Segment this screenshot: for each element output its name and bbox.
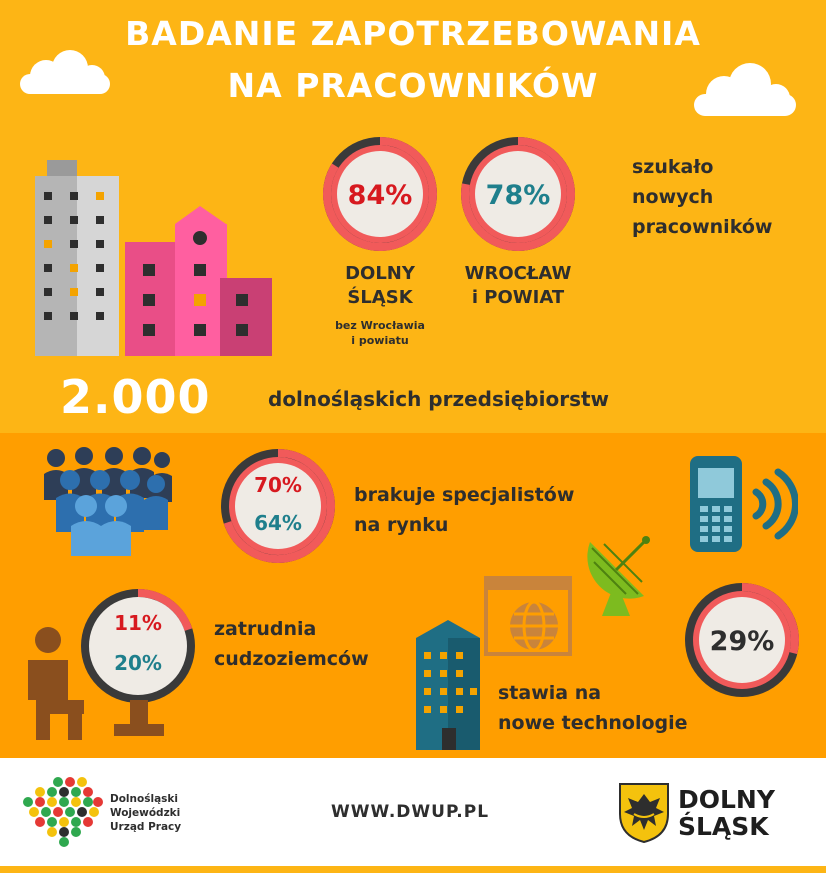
value-specialists-b: 64% bbox=[254, 511, 302, 535]
org-name-line3: Urząd Pracy bbox=[110, 821, 182, 833]
page-title-line1: BADANIE ZAPOTRZEBOWANIA bbox=[125, 14, 701, 53]
specialists-caption-line2: na rynku bbox=[354, 514, 449, 536]
technology-caption-line2: nowe technologie bbox=[498, 712, 688, 734]
seek-caption-line2: nowych bbox=[632, 186, 714, 208]
label-wroclaw-line2: i POWIAT bbox=[471, 287, 565, 308]
value-specialists-a: 70% bbox=[254, 473, 302, 497]
coat-of-arms-icon bbox=[618, 782, 670, 844]
value-wroclaw: 78% bbox=[485, 180, 551, 211]
seek-caption-line1: szukało bbox=[632, 156, 714, 178]
page-title-line2: NA PRACOWNIKÓW bbox=[227, 66, 599, 105]
companies-count: 2.000 bbox=[60, 370, 211, 424]
label-dolny-line2: ŚLĄSK bbox=[347, 287, 413, 308]
org-name-line1: Dolnośląski bbox=[110, 793, 178, 805]
label-dolny-line1: DOLNY bbox=[345, 263, 415, 284]
web-browser-icon bbox=[484, 576, 572, 656]
seek-caption-line3: pracowników bbox=[632, 216, 773, 238]
label-dolny-sub1: bez Wrocławia bbox=[335, 319, 425, 332]
ring-specialists bbox=[216, 444, 340, 568]
buildings-illustration bbox=[30, 160, 275, 360]
value-dolny-slask: 84% bbox=[347, 180, 413, 211]
office-building-icon bbox=[412, 618, 484, 752]
mobile-phone-icon bbox=[686, 452, 798, 556]
technology-caption-line1: stawia na bbox=[498, 682, 602, 704]
foreigners-caption-line1: zatrudnia bbox=[214, 618, 317, 640]
ring-wroclaw bbox=[456, 132, 580, 256]
region-name-line1: DOLNY bbox=[678, 785, 775, 814]
value-foreigners-b: 20% bbox=[114, 651, 162, 675]
ring-dolny-slask bbox=[318, 132, 442, 256]
org-name-line2: Wojewódzki bbox=[110, 807, 181, 819]
foreigners-caption-line2: cudzoziemców bbox=[214, 648, 369, 670]
label-dolny-sub2: i powiatu bbox=[351, 334, 409, 347]
label-wroclaw-line1: WROCŁAW bbox=[464, 263, 572, 284]
companies-label: dolnośląskich przedsiębiorstw bbox=[268, 387, 610, 411]
ring-technology bbox=[680, 578, 804, 702]
people-group-icon bbox=[44, 446, 174, 564]
value-technology: 29% bbox=[709, 626, 775, 657]
footer-bottom-line bbox=[0, 866, 826, 873]
monitor-stand-icon bbox=[100, 700, 180, 740]
ring-foreigners bbox=[76, 584, 200, 708]
dwup-logo-icon bbox=[18, 774, 104, 850]
value-foreigners-a: 11% bbox=[114, 611, 162, 635]
region-name-line2: ŚLĄSK bbox=[678, 812, 769, 841]
specialists-caption-line1: brakuje specjalistów bbox=[354, 484, 575, 506]
satellite-dish-icon bbox=[582, 532, 662, 622]
website-link[interactable]: WWW.DWUP.PL bbox=[330, 802, 490, 822]
